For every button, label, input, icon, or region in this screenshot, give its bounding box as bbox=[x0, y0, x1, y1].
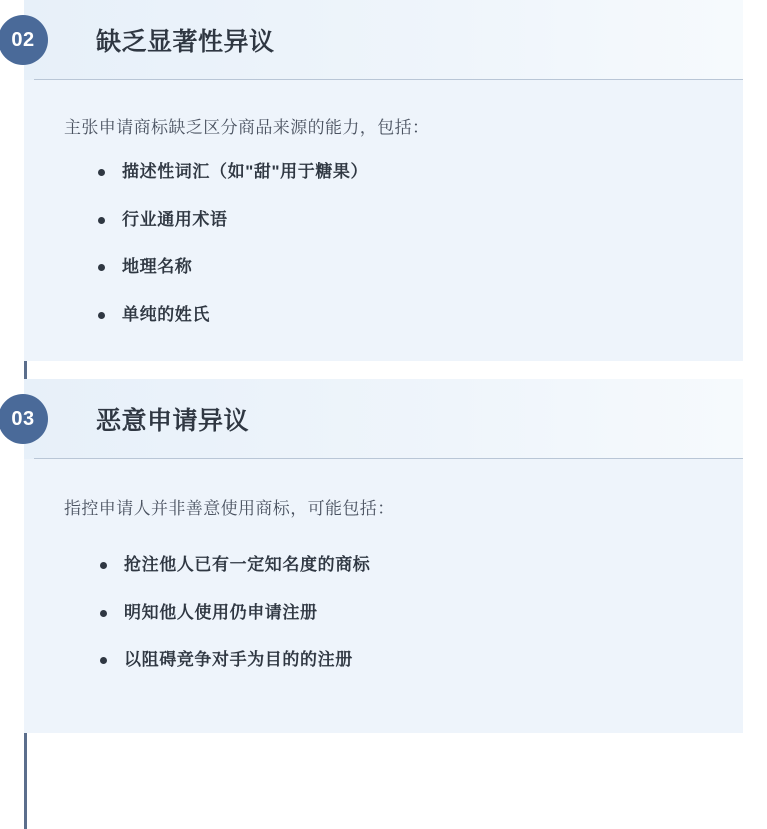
section-gap bbox=[0, 361, 767, 379]
section-lead-02: 主张申请商标缺乏区分商品来源的能力，包括： bbox=[64, 118, 430, 137]
section-header-02 bbox=[11, 0, 743, 80]
section-number-badge-02: 02 bbox=[0, 15, 48, 65]
list-item: 以阻碍竞争对手为目的的注册 bbox=[98, 647, 703, 673]
section-title-03: 恶意申请异议 bbox=[96, 407, 250, 436]
list-item: 单纯的姓氏 bbox=[96, 302, 703, 328]
list-item: 明知他人使用仍申请注册 bbox=[98, 600, 703, 626]
list-item: 抢注他人已有一定知名度的商标 bbox=[98, 552, 703, 578]
list-item: 行业通用术语 bbox=[96, 207, 703, 233]
section-card-02 bbox=[11, 0, 743, 361]
list-item: 描述性词汇（如"甜"用于糖果） bbox=[96, 159, 703, 185]
section-body-03 bbox=[24, 459, 743, 733]
section-bullet-list-03 bbox=[64, 552, 703, 673]
list-item: 地理名称 bbox=[96, 254, 703, 280]
section-card-03 bbox=[11, 379, 743, 733]
section-title-02: 缺乏显著性异议 bbox=[96, 28, 275, 56]
section-header-03 bbox=[11, 379, 743, 459]
section-lead-03: 指控申请人并非善意使用商标，可能包括： bbox=[64, 499, 395, 519]
section-number-badge-03: 03 bbox=[0, 394, 48, 444]
section-bullet-list-02 bbox=[64, 159, 703, 327]
section-body-02 bbox=[24, 80, 743, 361]
